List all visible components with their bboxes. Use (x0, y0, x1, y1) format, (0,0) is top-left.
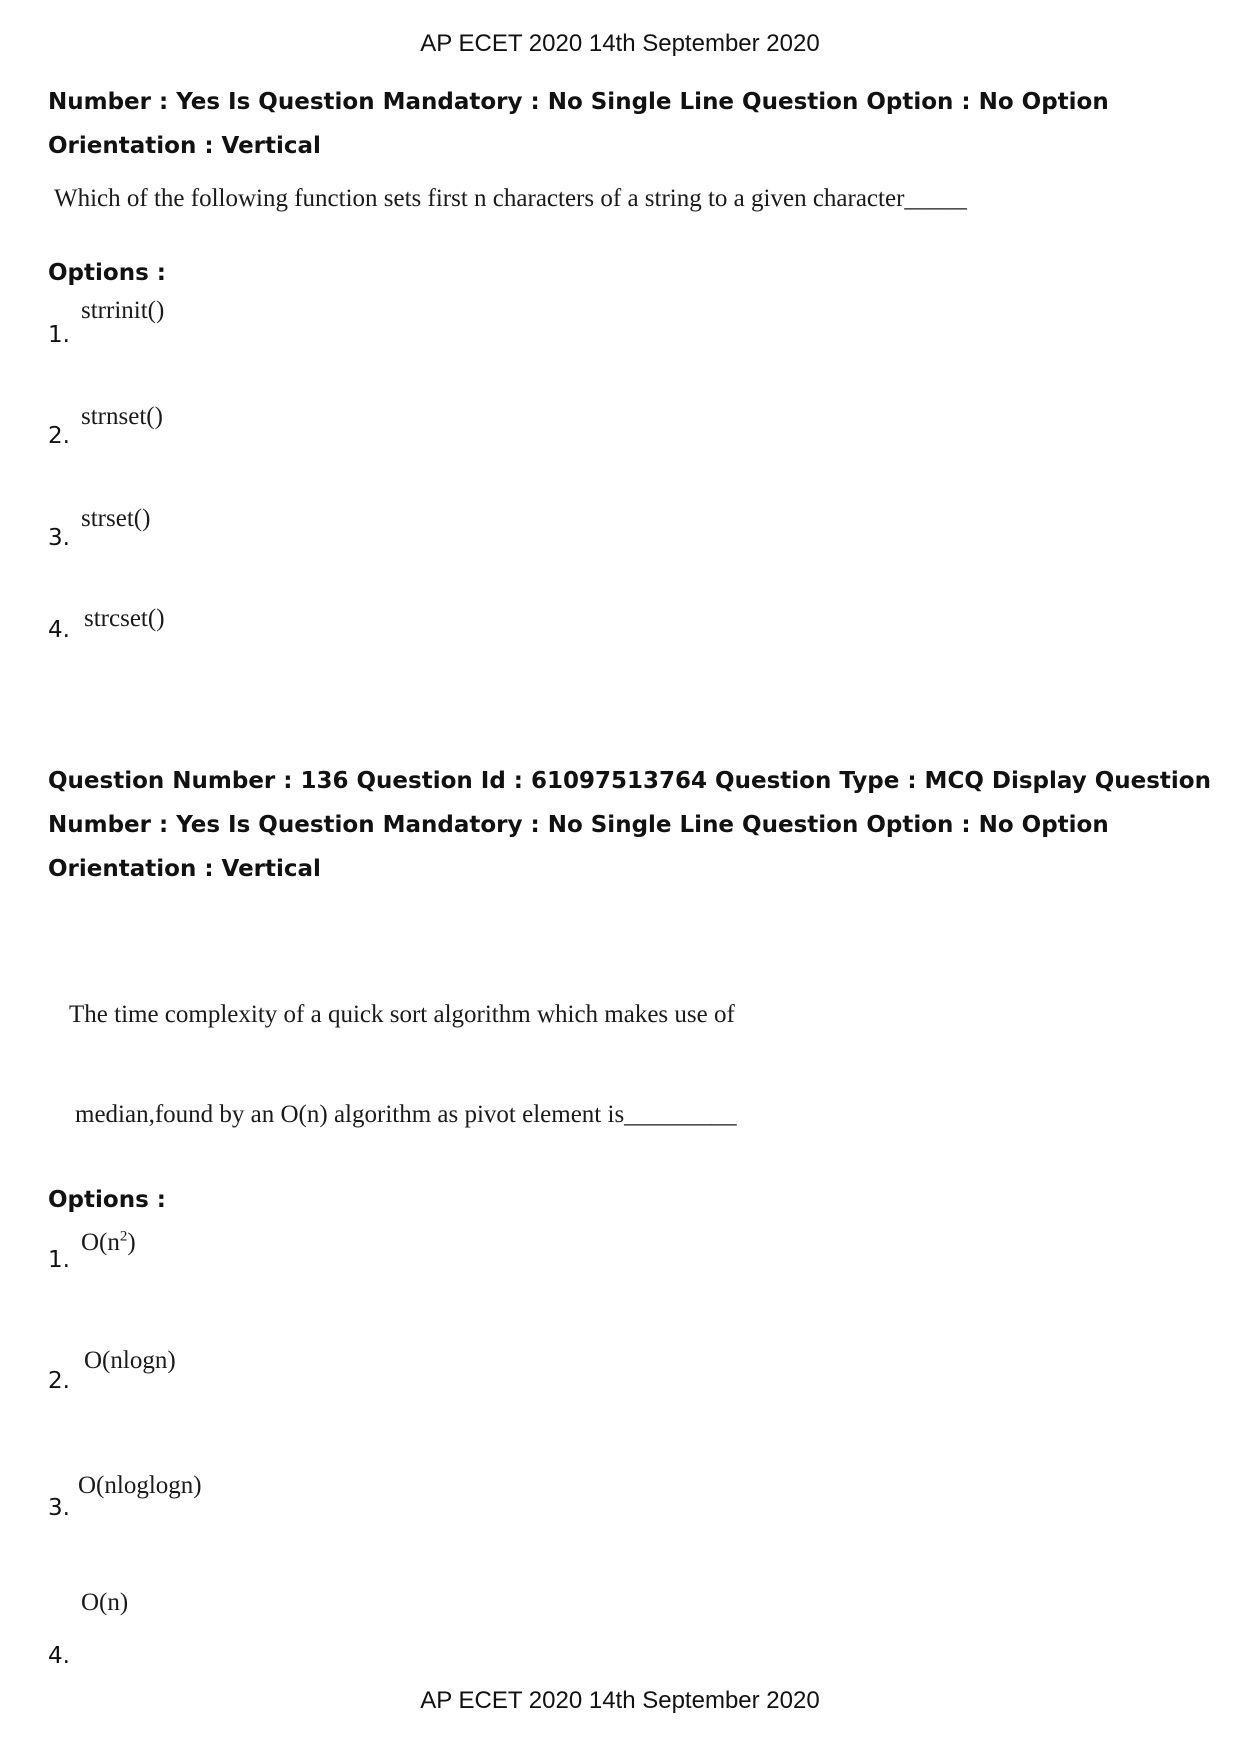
option-number: 1. (48, 1247, 70, 1273)
option-number: 2. (48, 423, 70, 449)
question-stem-line: median,found by an O(n) algorithm as pivot element is_________ (75, 1101, 737, 1128)
option-text: strnset() (81, 403, 163, 430)
option-number: 4. (48, 617, 70, 643)
option-text: strset() (81, 505, 151, 532)
option-number: 1. (48, 322, 70, 348)
option-number: 3. (48, 525, 70, 551)
option-number: 3. (48, 1495, 70, 1521)
option-text: O(nlogn) (84, 1347, 176, 1374)
question-stem: Which of the following function sets first n characters of a string to a given character_____ (54, 185, 967, 212)
option-text: strrinit() (81, 297, 165, 324)
question-meta-line: Number : Yes Is Question Mandatory : No Single Line Question Option : No Option (48, 812, 1109, 838)
option-number: 2. (48, 1368, 70, 1394)
question-orientation: Orientation : Vertical (48, 133, 321, 159)
option-text: O(n) (81, 1589, 129, 1616)
question-orientation: Orientation : Vertical (48, 856, 321, 882)
option-text: O(nloglogn) (78, 1472, 202, 1499)
options-label: Options : (48, 260, 166, 286)
question-meta-line: Number : Yes Is Question Mandatory : No Single Line Question Option : No Option (48, 89, 1109, 115)
page-footer: AP ECET 2020 14th September 2020 (420, 1687, 820, 1714)
options-label: Options : (48, 1187, 166, 1213)
option-text: strcset() (84, 605, 165, 632)
page-header: AP ECET 2020 14th September 2020 (420, 30, 820, 57)
option-text: $O(n^2)$ (81, 1228, 136, 1256)
option-number: 4. (48, 1643, 70, 1669)
question-meta-line: Question Number : 136 Question Id : 61097513764 Question Type : MCQ Display Question (48, 768, 1211, 794)
question-stem-line: The time complexity of a quick sort algorithm which makes use of (69, 1001, 735, 1028)
